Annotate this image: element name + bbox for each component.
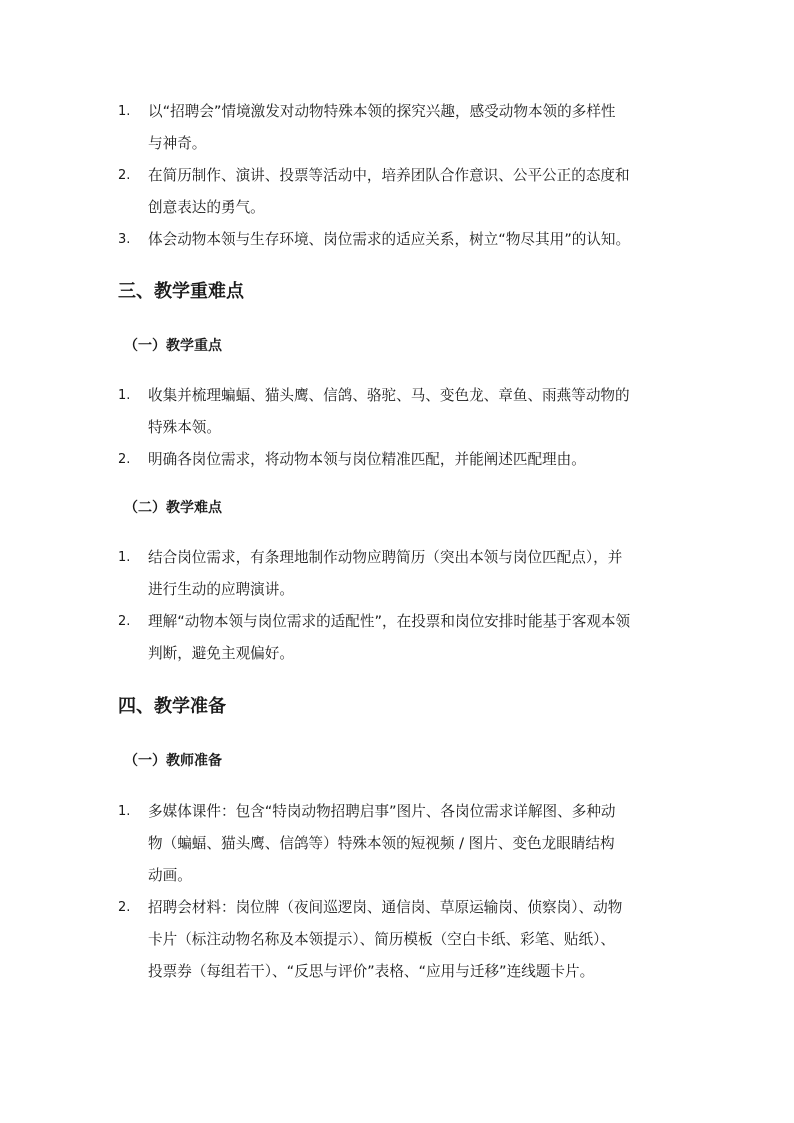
list-item: 1. 收集并梳理蝙蝠、猫头鹰、信鸽、骆驼、马、变色龙、章鱼、雨燕等动物的 特殊本领。	[118, 387, 630, 436]
subheading-focus: （一）教学重点	[124, 338, 222, 354]
difficulty-list	[118, 542, 688, 670]
list-item: 3. 体会动物本领与生存环境、岗位需求的适应关系，树立“物尽其用”的认知。	[118, 231, 631, 248]
list-item: 1. 以“招聘会”情境激发对动物特殊本领的探究兴趣，感受动物本领的多样性 与神奇。	[118, 103, 616, 152]
list-item: 2. 明确各岗位需求，将动物本领与岗位精准匹配，并能阐述匹配理由。	[118, 451, 586, 468]
list-item: 2. 理解“动物本领与岗位需求的适配性”，在投票和岗位安排时能基于客观本领 判断，避免主观偏好。	[118, 613, 631, 662]
goals-list	[118, 96, 688, 256]
list-item: 2. 招聘会材料：岗位牌（夜间巡逻岗、通信岗、草原运输岗、侦察岗）、动物 卡片（标注动物名称及本领提示）、简历模板（空白卡纸、彩笔、贴纸）、 投票券（每组若干）、“反思与评价”表格、“应用与迁移”连线题卡片。	[118, 899, 623, 980]
focus-list	[118, 380, 688, 476]
teacher-prep-list	[118, 796, 688, 988]
section-heading-preparation: 四、教学准备	[118, 696, 226, 717]
list-item: 1. 多媒体课件：包含“特岗动物招聘启事”图片、各岗位需求详解图、多种动 物（蝙蝠、猫头鹰、信鸽等）特殊本领的短视频 / 图片、变色龙眼睛结构 动画。	[118, 803, 616, 884]
list-item: 1. 结合岗位需求，有条理地制作动物应聘简历（突出本领与岗位匹配点），并 进行生动的应聘演讲。	[118, 549, 623, 598]
subheading-difficulty: （二）教学难点	[124, 500, 222, 516]
subheading-teacher: （一）教师准备	[124, 753, 222, 769]
section-heading-key-points: 三、教学重难点	[118, 281, 244, 302]
list-item: 2. 在简历制作、演讲、投票等活动中，培养团队合作意识、公平公正的态度和 创意表达的勇气。	[118, 167, 630, 216]
